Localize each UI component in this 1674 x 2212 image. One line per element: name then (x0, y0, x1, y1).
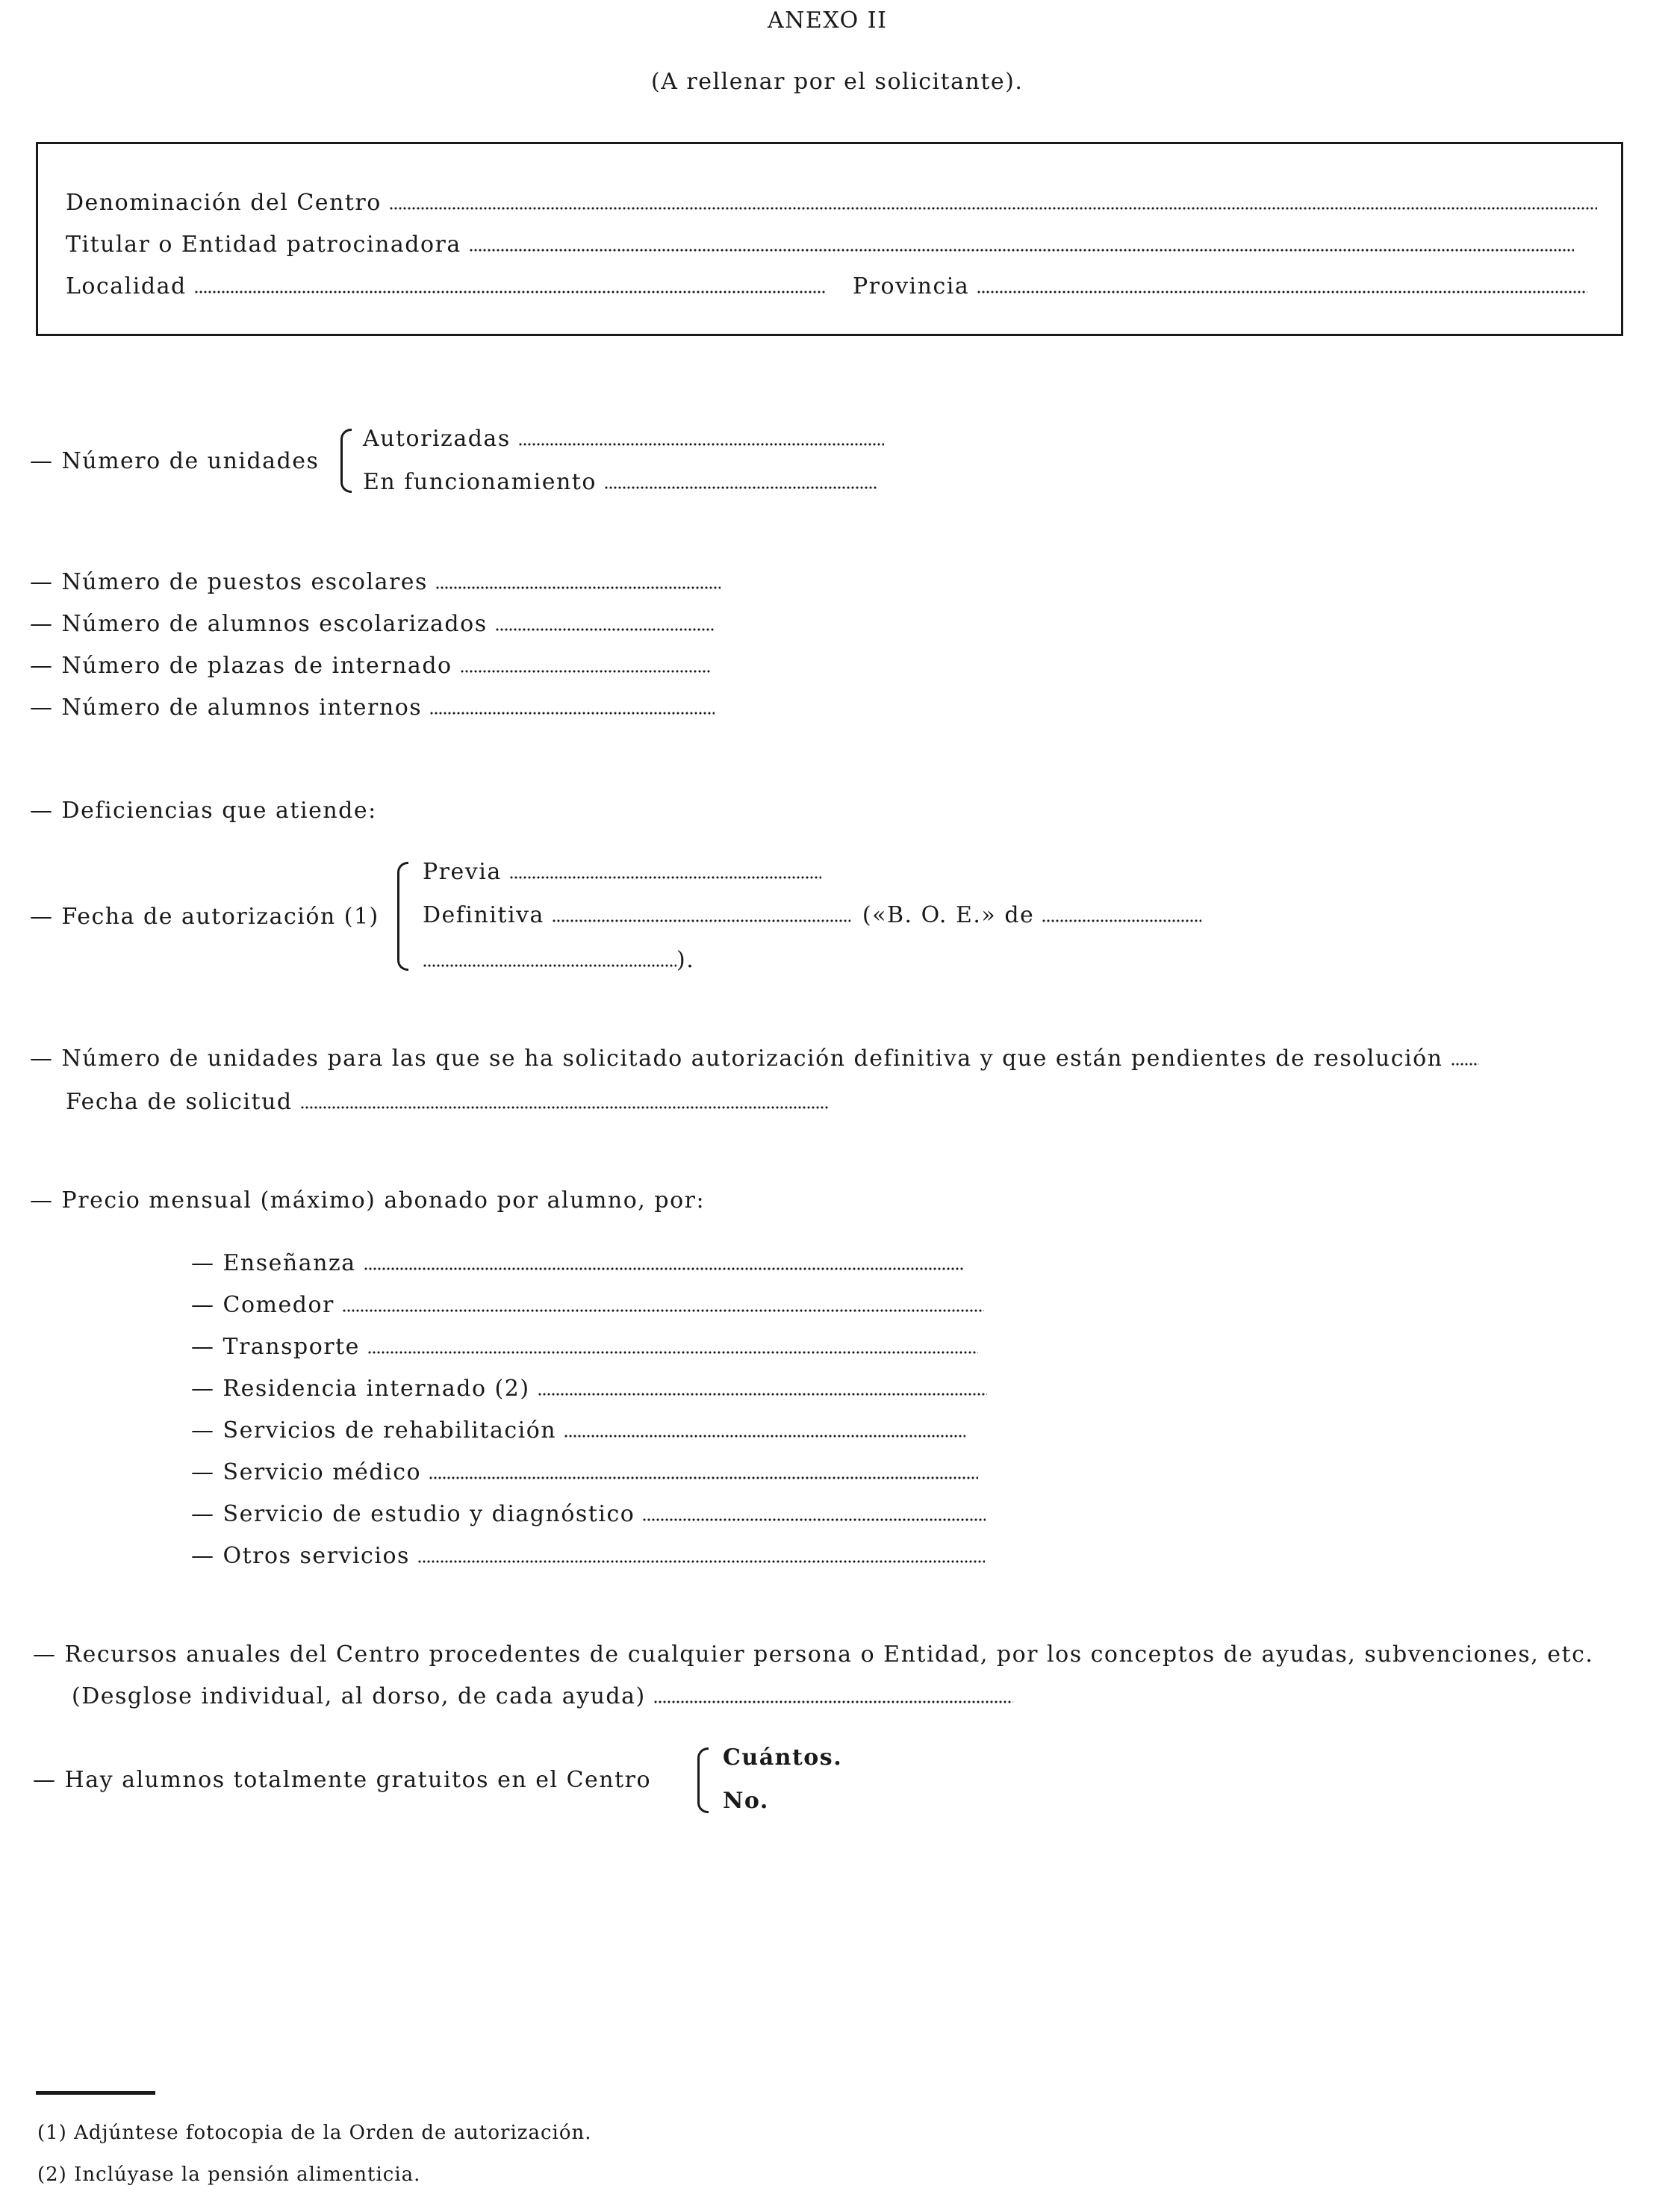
field-titular-label: Titular o Entidad patrocinadora (66, 232, 461, 258)
puestos-escolares (30, 569, 721, 596)
autorizacion-label: — Fecha de autorización (1) (30, 904, 379, 930)
unidades-pendientes (30, 1046, 1479, 1072)
deficiencias-label: — Deficiencias que atiende: (30, 798, 377, 824)
boe-label: («B. O. E.» de (862, 902, 1035, 928)
precio-item (191, 1543, 985, 1570)
autorizacion-boe-fecha (423, 947, 694, 974)
autorizacion-definitiva (423, 902, 1201, 929)
alumnos-internos-label: — Número de alumnos internos (30, 695, 423, 721)
footnote-1: (1) Adjúntese fotocopia de la Orden de autorización. (37, 2122, 592, 2144)
precio-item-leader (429, 1476, 978, 1479)
precio-item (191, 1334, 978, 1361)
gratuitos-brace (697, 1747, 709, 1813)
precio-item-label: — Otros servicios (191, 1543, 410, 1569)
precio-item-label: — Transporte (191, 1334, 360, 1360)
field-denominacion (66, 190, 1597, 217)
field-provincia-leader (977, 291, 1587, 293)
unidades-brace (340, 429, 352, 493)
precio-item (191, 1501, 986, 1528)
precio-item-leader (367, 1351, 978, 1354)
alumnos-internos (30, 695, 715, 721)
recursos-desglose (72, 1683, 1013, 1710)
recursos-label: — Recursos anuales del Centro procedentes de cualquier persona o Entidad, por los conceptos de ayudas, subvenciones, etc. (33, 1641, 1594, 1668)
fecha-solicitud-label: Fecha de solicitud (66, 1089, 293, 1115)
precio-item-leader (642, 1518, 986, 1521)
field-titular (66, 232, 1574, 258)
autorizacion-previa-label: Previa (423, 859, 502, 885)
fecha-solicitud (66, 1089, 829, 1116)
footnote-2: (2) Inclúyase la pensión alimenticia. (37, 2163, 421, 2186)
plazas-internado-leader (460, 670, 711, 673)
alumnos-escolarizados (30, 611, 715, 638)
puestos-escolares-label: — Número de puestos escolares (30, 569, 428, 595)
unidades-autorizadas-leader (518, 443, 884, 446)
plazas-internado (30, 653, 711, 680)
precio-item-label: — Residencia internado (2) (191, 1376, 530, 1402)
alumnos-escolarizados-leader (495, 628, 715, 631)
page-title: ANEXO II (768, 7, 888, 34)
alumnos-internos-leader (429, 712, 715, 715)
boe-leader (1042, 919, 1201, 922)
precio-item-label: — Servicios de rehabilitación (191, 1417, 557, 1444)
autorizacion-definitiva-leader (552, 919, 850, 922)
precio-item-leader (342, 1309, 984, 1312)
plazas-internado-label: — Número de plazas de internado (30, 653, 452, 679)
unidades-funcionamiento-label: En funcionamiento (363, 469, 597, 495)
unidades-autorizadas (363, 426, 884, 453)
recursos-desglose-label: (Desglose individual, al dorso, de cada ayuda) (72, 1683, 646, 1709)
autorizacion-definitiva-label: Definitiva (423, 902, 544, 928)
precio-item (191, 1417, 965, 1444)
alumnos-escolarizados-label: — Número de alumnos escolarizados (30, 611, 488, 637)
precio-item-leader (538, 1393, 987, 1396)
precio-item-label: — Servicio de estudio y diagnóstico (191, 1501, 635, 1527)
boe-close: ). (676, 947, 695, 973)
recursos-desglose-leader (653, 1700, 1013, 1703)
unidades-pendientes-label: — Número de unidades para las que se ha solicitado autorización definitiva y que están pendientes de resolución (30, 1046, 1443, 1072)
precio-item-leader (417, 1560, 985, 1563)
page-subtitle: (A rellenar por el solicitante). (651, 69, 1024, 95)
footnote-rule (36, 2091, 155, 2095)
gratuitos-no: No. (723, 1788, 769, 1814)
precio-item-leader (364, 1267, 964, 1270)
precio-item-label: — Enseñanza (191, 1250, 356, 1276)
precio-item-label: — Servicio médico (191, 1459, 422, 1485)
precio-item-leader (564, 1435, 965, 1438)
puestos-escolares-leader (435, 586, 721, 589)
precio-item (191, 1292, 984, 1319)
unidades-autorizadas-label: Autorizadas (363, 426, 511, 452)
precio-label: — Precio mensual (máximo) abonado por alumno, por: (30, 1187, 706, 1214)
field-provincia-label: Provincia (853, 273, 970, 299)
field-denominacion-leader (389, 207, 1597, 210)
boe-fecha-leader (423, 964, 676, 967)
fecha-solicitud-leader (300, 1106, 829, 1109)
precio-item (191, 1376, 987, 1402)
field-localidad-leader (194, 291, 826, 293)
field-denominacion-label: Denominación del Centro (66, 190, 382, 216)
autorizacion-previa-leader (509, 876, 821, 879)
field-localidad (66, 273, 826, 300)
unidades-label: — Número de unidades (30, 448, 320, 474)
field-titular-leader (469, 249, 1574, 252)
unidades-pendientes-leader (1451, 1063, 1479, 1066)
gratuitos-label: — Hay alumnos totalmente gratuitos en el Centro (33, 1767, 652, 1793)
unidades-funcionamiento-leader (604, 486, 877, 489)
precio-item (191, 1459, 978, 1486)
field-provincia (853, 273, 1587, 300)
unidades-funcionamiento (363, 469, 877, 496)
precio-item-label: — Comedor (191, 1292, 335, 1318)
field-localidad-label: Localidad (66, 273, 187, 299)
precio-item (191, 1250, 964, 1277)
gratuitos-cuantos: Cuántos. (723, 1745, 843, 1771)
autorizacion-brace (397, 862, 408, 971)
autorizacion-previa (423, 859, 821, 886)
